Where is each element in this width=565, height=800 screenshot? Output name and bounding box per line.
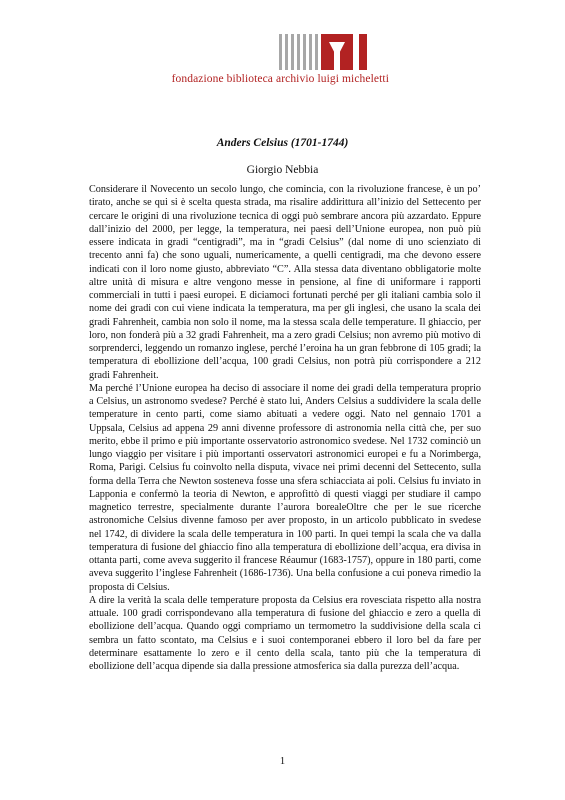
article-paragraph: Considerare il Novecento un secolo lungo, che comincia, con la rivoluzione francese, è un po’ tirato, anche se qui si è scelta questa strada, ma risalire addirittura all’inizio del Settecento per cercare le origini di una rivoluzione tecnica di oggi può sembrare ancora più azzardato. Eppure dall’inizio del 2000, per legge, la temperatura, nei paesi dell’Unione europea, non può più essere indicata in gradi “centigradi”, ma in “gradi Celsius” (dal nome di uno scienziato di trecento anni fa) che sono uguali, numericamente, a quelli centigradi, ma che devono essere indicati con il loro nome giusto, abbreviato “C”. Alla stessa data diventano obbligatorie molte altre unità di misura e altre vengono messe in pensione, al fine di uniformare i rapporti commerciali in tutti i paesi europei. E diciamoci fortunati perché per gli italiani cambia solo il nome dei gradi con cui viene indicata la temperatura, ma per gli inglesi, che usano la scala dei gradi Fahrenheit, cambia non solo il nome, ma la stessa scala delle temperature. Il ghiaccio, per loro, non fonderà più a 32 gradi Fahrenheit, ma a zero gradi Celsius; non avremo più motivo di sorprenderci, leggendo un romanzo inglese, perché l’eroina ha un gran febbrone di 105 gradi; la temperatura di ebollizione dell’acqua, 100 gradi Celsius, non potrà più corrispondere a 212 gradi Fahrenheit. [89, 184, 481, 381]
article-body [89, 183, 481, 673]
article-paragraph: A dire la verità la scala delle temperature proposta da Celsius era rovesciata rispetto alla nostra attuale. 100 gradi corrispondevano alla temperatura di fusione del ghiaccio e zero a quella di ebollizione dell’acqua. Quando oggi compriamo un termometro la suddivisione della scala ci sembra un fatto scontato, ma Celsius e i suoi contemporanei ebbero il loro bel da fare per determinare esattamente lo zero e il cento della scala, tanto più che la temperatura di ebollizione dell’acqua dipende sia dalla pressione atmosferica sia dalla purezza dell’acqua. [89, 594, 481, 672]
logo-bar [291, 34, 294, 70]
logo-bar [285, 34, 288, 70]
logo-bar [309, 34, 312, 70]
logo-bar [297, 34, 300, 70]
logo-i-bar [359, 34, 367, 70]
logo-bar [279, 34, 282, 70]
logo-m-block [321, 34, 353, 70]
article-title: Anders Celsius (1701-1744) [216, 137, 349, 149]
logo-bar [303, 34, 306, 70]
article-paragraph: Ma perché l’Unione europea ha deciso di associare il nome dei gradi della temperatura proprio a Celsius, un astronomo svedese? Perché è stato lui, Anders Celsius a suddividere la scala delle temperature in cento parti, come siamo abituati a vedere oggi. Nato nel gennaio 1701 a Uppsala, Celsius ad appena 29 anni divenne professore di astronomia nella città che, per suo merito, ebbe il primo e più importante osservatorio astronomico svedese. Nel 1732 cominciò un lungo viaggio per visitare i più importanti osservatori astronomici europei e fu a Norimberga, Roma, Parigi. Celsius fu coinvolto nella disputa, vivace nei primi decenni del Settecento, sulla forma della Terra che Newton sosteneva fosse una sfera schiacciata ai poli. Celsius fu inviato in Lapponia e confermò la teoria di Newton, e approfittò di questi viaggi per studiare il campo magnetico terrestre, specialmente durante l’aurora borealeOltre che per le sue ricerche astronomiche Celsius divenne famoso per aver proposto, in un articolo pubblicato in svedese nel 1742, di dividere la scala delle temperatura in 100 parti. In quei tempi la scala che va dalla temperatura di fusione del ghiaccio fino alla temperatura di ebollizione dell’acqua, era divisa in ottanta parti, come aveva suggerito il francese Réaumur (1683-1757), oppure in 180 parti, come aveva suggerito l’inglese Fahrenheit (1686-1736). Una bella confusione a cui poneva rimedio la proposta di Celsius. [89, 382, 481, 593]
logo-bar [315, 34, 318, 70]
foundation-name: fondazione biblioteca archivio luigi micheletti [171, 73, 389, 85]
article-author: Giorgio Nebbia [246, 164, 319, 176]
biblioteca-micheletti-logo [279, 34, 379, 70]
page-number: 1 [279, 756, 286, 767]
